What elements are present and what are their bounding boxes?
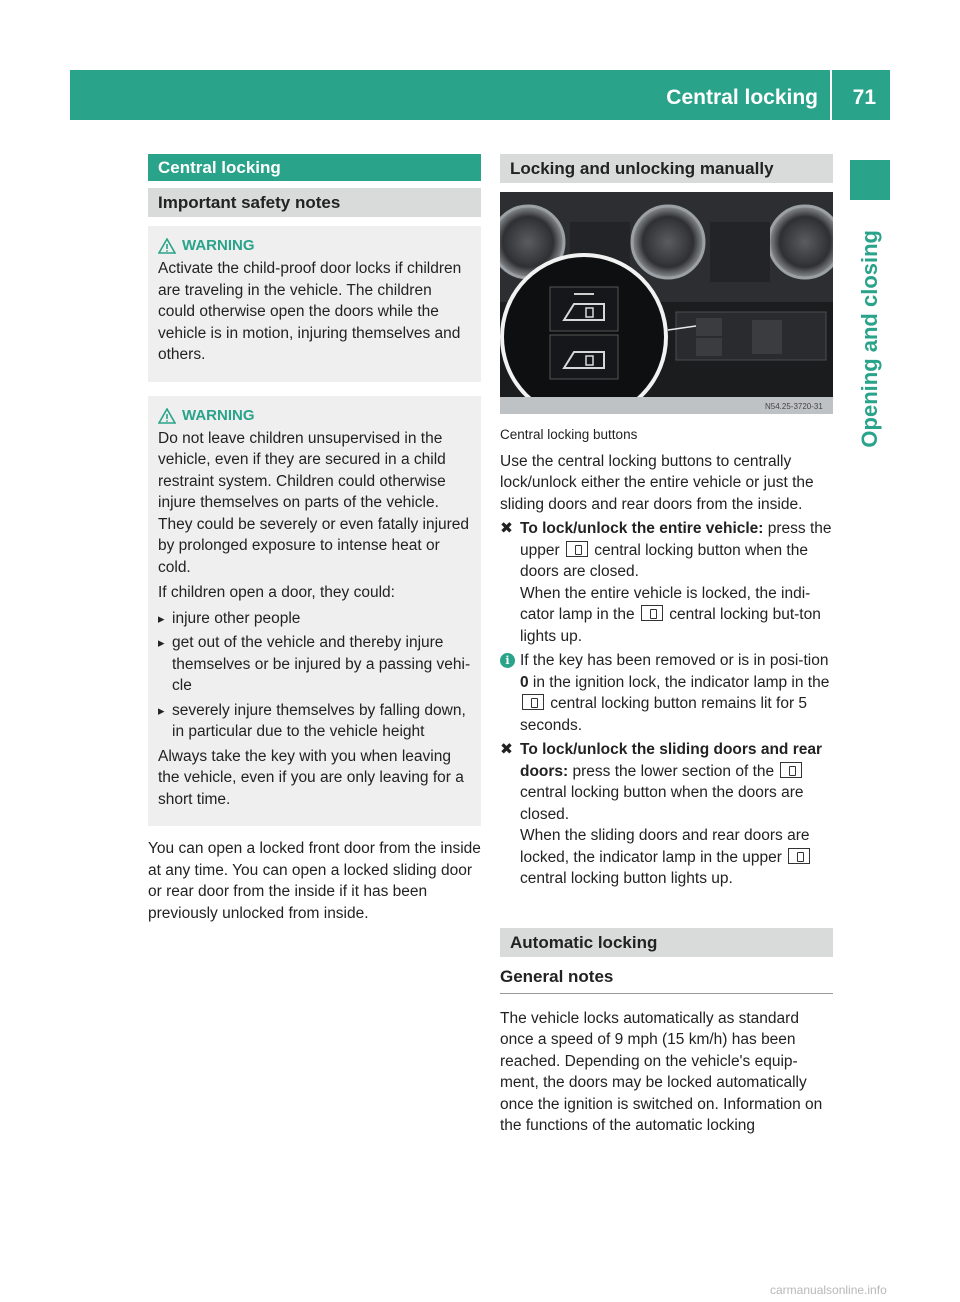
step-title: To lock/unlock the entire vehicle: [520, 520, 764, 537]
warning-heading [158, 236, 471, 256]
section-title-manual-locking: Locking and unlocking manually [500, 154, 833, 183]
vehicle-lock-icon [788, 848, 810, 864]
step-text: press the lower section of the [568, 762, 779, 780]
general-notes-paragraph: The vehicle locks automatically as standard once a speed of 9 mph (15 km/h) has been reached. Depending on the vehicle's equip-ment, the doors may be locked automatically once the ignition is switched on. Information on the functions of the automatic locking [500, 1009, 823, 1134]
warning-text: Activate the child-proof door locks if children are traveling in the vehicle. The children could otherwise open the doors while the vehicle is in motion, injuring themselves and others. [158, 260, 462, 363]
info-text: in the ignition lock, the indicator lamp in the [528, 673, 830, 691]
image-caption: Central locking buttons [500, 427, 638, 442]
list-item: ▸ severely injure themselves by falling down, in particular due to the vehicle height [158, 700, 471, 743]
warning-triangle-icon [158, 238, 176, 254]
left-column [148, 154, 481, 924]
warning-paragraph: Do not leave children unsupervised in the vehicle, even if they are secured in a child restraint system. Children could otherwise injure themselves on parts of the vehicle. They could be severely or even fatally injured by prolonged exposure to intense heat or cold. [158, 429, 470, 576]
step-text: central locking but-ton lights up. [520, 606, 821, 645]
body-paragraph: You can open a locked front door from the inside at any time. You can open a locked sliding door or rear door from the inside if it has been previously unlocked from inside. [148, 840, 481, 922]
header-title: Central locking [666, 86, 818, 109]
warning-paragraph: If children open a door, they could: [158, 584, 395, 601]
heading-general-notes: General notes [500, 965, 833, 994]
chapter-side-label [846, 230, 894, 550]
vehicle-lock-icon [566, 541, 588, 557]
header-divider [830, 70, 832, 120]
info-text: central locking button remains lit for 5 seconds. [520, 695, 808, 734]
subsection-title-safety-notes: Important safety notes [148, 188, 481, 217]
warning-label: WARNING [182, 237, 255, 254]
info-bold: 0 [520, 673, 529, 691]
step-text: press the upper [520, 520, 832, 559]
vehicle-lock-icon [641, 605, 663, 621]
page-number: 71 [852, 86, 876, 109]
right-column [500, 154, 833, 1137]
section-title-automatic-locking: Automatic locking [500, 928, 833, 957]
instruction-step-sliding-doors [500, 739, 833, 890]
step-arrow-icon: ✖ [500, 520, 513, 537]
watermark-url: carmanualsonline.info [770, 1283, 887, 1297]
image-code: N54.25-3720-31 [765, 402, 823, 411]
dashboard-illustration [500, 192, 833, 414]
section-title-central-locking: Central locking [148, 154, 481, 181]
warning-box-unsupervised-children [148, 396, 481, 827]
info-note-key-removed [500, 650, 833, 736]
intro-paragraph: Use the central locking buttons to centrally lock/unlock either the entire vehicle or just the sliding doors and rear doors from the inside. [500, 452, 814, 513]
rear-door-lock-icon [780, 762, 802, 778]
page-header [70, 70, 890, 120]
vehicle-lock-icon [522, 694, 544, 710]
chapter-tab-marker [850, 160, 890, 200]
list-item: ▸ get out of the vehicle and thereby injure themselves or be injured by a passing vehi-cle [158, 632, 471, 697]
central-locking-buttons-photo [500, 192, 833, 414]
step-text: central locking button when the doors are closed. [520, 541, 808, 580]
warning-paragraph: Always take the key with you when leaving the vehicle, even if you are only leaving for a short time. [158, 747, 464, 808]
warning-label: WARNING [182, 406, 255, 424]
warning-bullet-list [158, 608, 471, 743]
step-text: central locking button when the doors are closed. [520, 784, 804, 823]
chapter-label-text: Opening and closing [857, 230, 882, 448]
list-item: ▸ injure other people [158, 608, 471, 630]
step-arrow-icon: ✖ [500, 741, 513, 758]
step-text: When the sliding doors and rear doors are locked, the indicator lamp in the upper [520, 827, 810, 866]
warning-heading [158, 406, 471, 426]
info-icon: i [500, 653, 515, 668]
step-text: central locking button lights up. [520, 870, 733, 887]
step-text: When the entire vehicle is locked, the indi-cator lamp in the [520, 584, 811, 623]
instruction-step-entire-vehicle [500, 518, 833, 647]
warning-box-child-locks [148, 226, 481, 382]
step-title: To lock/unlock the sliding doors and rear doors: [520, 741, 823, 780]
warning-triangle-icon [158, 408, 176, 424]
info-text: If the key has been removed or is in posi-tion [520, 652, 829, 669]
